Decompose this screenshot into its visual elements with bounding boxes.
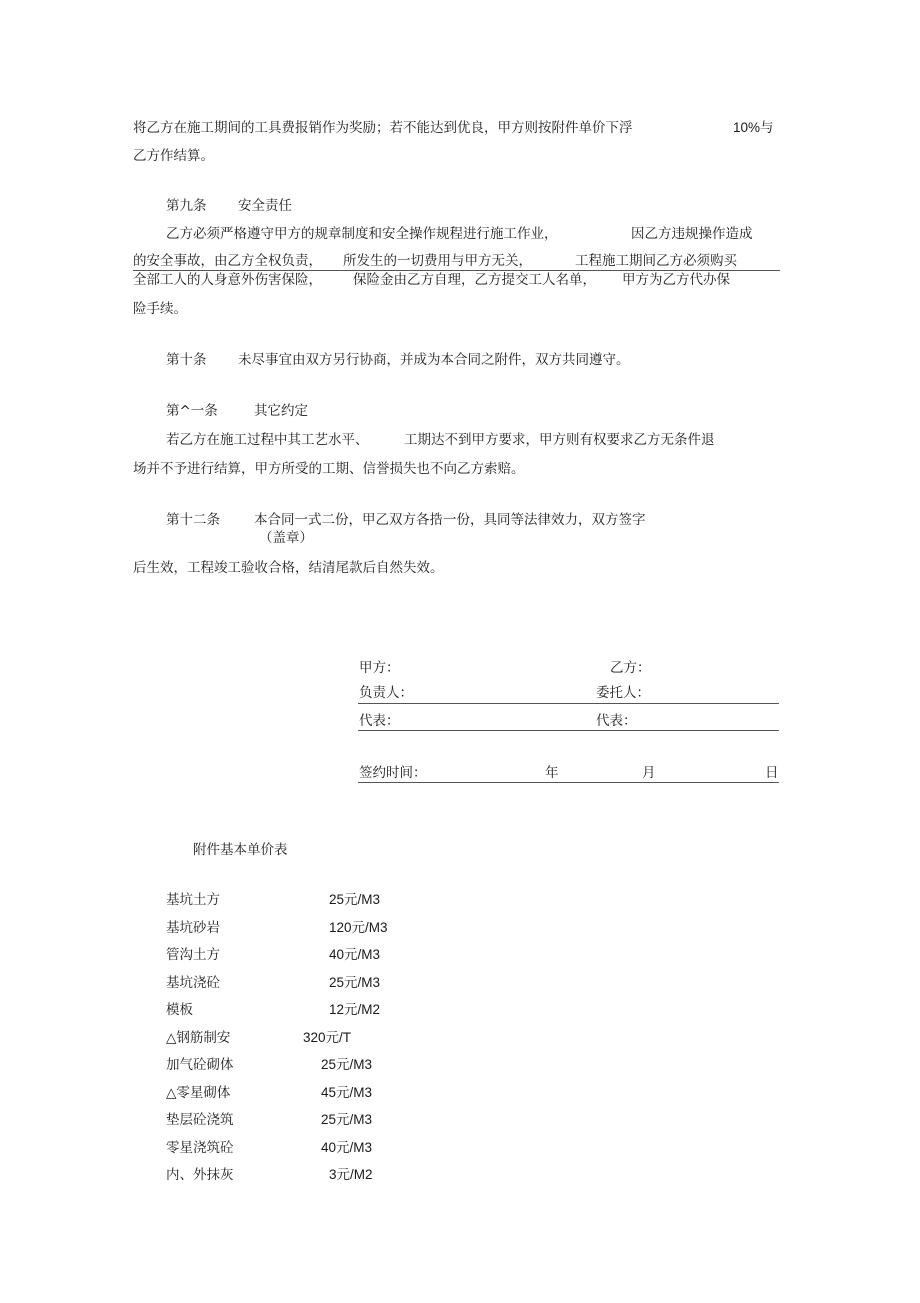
price-item-name: 加气砼砌体 <box>166 1057 234 1073</box>
price-item-name: △零星砌体 <box>166 1084 231 1101</box>
price-item-price: 25元/M3 <box>329 892 381 907</box>
price-item-price: 25元/M3 <box>321 1112 373 1127</box>
para-top-line2: 乙方作结算。 <box>133 148 214 164</box>
price-table-title: 附件基本单价表 <box>193 842 288 858</box>
article-9-line4: 险手续。 <box>133 301 187 317</box>
article-12-text: 本合同一式二份，甲乙双方各捁一份，具同等法律效力，双方签字 <box>254 512 646 528</box>
price-item-name: 内、外抹灰 <box>166 1167 234 1183</box>
sign-year-label: 年 <box>545 765 559 781</box>
price-item-price: 40元/M3 <box>321 1139 373 1155</box>
price-item-price: 320元/T <box>303 1029 352 1045</box>
party-a-label: 甲方： <box>359 660 400 676</box>
article-12-paren: （盖章） <box>259 530 313 546</box>
price-item-name: △钢筋制安 <box>166 1029 231 1046</box>
price-item-price: 120元/M3 <box>329 919 388 935</box>
price-item-price: 40元/M3 <box>329 947 381 962</box>
rep-b-label: 代表： <box>596 713 637 729</box>
price-item-name: 管沟土方 <box>166 947 220 963</box>
price-item-name: 零星浇筑砼 <box>166 1139 234 1156</box>
responsible-person-label: 负责人： <box>359 685 413 701</box>
trustee-label: 委托人： <box>596 685 650 701</box>
price-item-price: 12元/M2 <box>329 1002 381 1017</box>
article-9-line2c: 工程施工期间乙方必须购买 <box>575 253 737 269</box>
price-item-name: 基坑土方 <box>166 892 220 908</box>
price-item-name: 基坑浇砼 <box>166 974 220 991</box>
article-9-line2a: 的安全事故，由乙方全权负责， <box>133 253 322 269</box>
para-top-line1: 将乙方在施工期间的工具费报销作为奖励；若不能达到优良，甲方则按附件单价下浮 <box>133 120 633 136</box>
price-item-price: 25元/M3 <box>329 974 381 990</box>
article-9-line2b: 所发生的一切费用与甲方无关， <box>343 253 532 269</box>
article-9-line3b: 保险金由乙方自理，乙方提交工人名单， <box>353 272 596 288</box>
price-item-name: 模板 <box>166 1002 193 1018</box>
article-11-line1b: 工期达不到甲方要求，甲方则有权要求乙方无条件退 <box>404 432 715 448</box>
price-item-price: 3元/M2 <box>329 1167 373 1182</box>
article-11-heading: 第^一条 <box>166 403 218 419</box>
para-top-line1-tail: 10%与 <box>733 120 774 135</box>
article-9-line3a: 全部工人的人身意外伤害保险， <box>133 272 322 288</box>
article-9-line1a: 乙方必须严格遵守甲方的规章制度和安全操作规程进行施工作业， <box>166 226 558 242</box>
article-9-title: 安全责任 <box>238 198 292 214</box>
article-9-heading: 第九条 <box>166 198 207 214</box>
article-11-line2: 场并不予进行结算，甲方所受的工期、信誉损失也不向乙方索赔。 <box>133 461 525 477</box>
article-12-heading: 第十二条 <box>166 512 220 528</box>
article-9-line3c: 甲方为乙方代办保 <box>622 272 730 288</box>
article-10-text: 未尽事宜由双方另行协商，并成为本合同之附件，双方共同遵守。 <box>238 352 630 368</box>
price-item-price: 45元/M3 <box>321 1084 373 1100</box>
party-b-label: 乙方： <box>610 660 651 676</box>
signature-line-2 <box>358 730 779 731</box>
article-9-line1b: 因乙方违规操作造成 <box>631 226 753 242</box>
article-10-heading: 第十条 <box>166 352 207 368</box>
sign-month-label: 月 <box>642 765 656 781</box>
price-item-name: 垫层砼浇筑 <box>166 1112 234 1128</box>
price-item-price: 25元/M3 <box>321 1057 373 1072</box>
article-11-line1a: 若乙方在施工过程中其工艺水平、 <box>166 432 369 448</box>
sign-day-label: 日 <box>765 765 779 781</box>
article-11-title: 其它约定 <box>254 403 308 419</box>
sign-time-label: 签约时间： <box>359 765 427 781</box>
signature-line-3 <box>358 782 779 783</box>
price-item-name: 基坑砂岩 <box>166 919 220 936</box>
signature-line-1 <box>358 703 779 704</box>
article-12-line2: 后生效，工程竣工验收合格，结清尾款后自然失效。 <box>133 560 444 576</box>
rep-a-label: 代表： <box>359 713 400 729</box>
